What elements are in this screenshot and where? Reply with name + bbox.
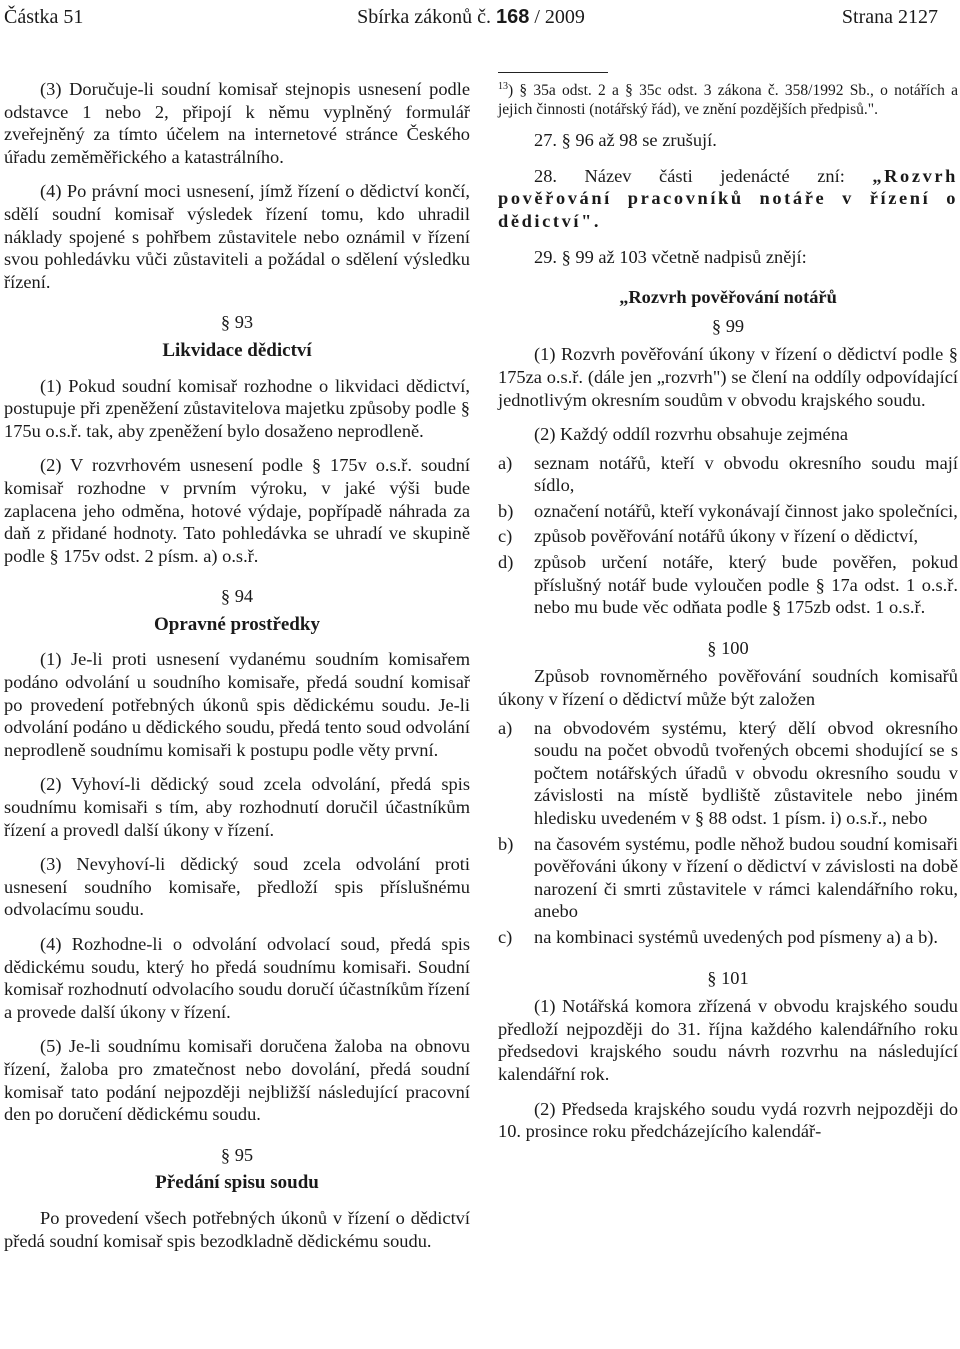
- section-93-paragraph-1: (1) Pokud soudní komisař rozhodne o likvidaci dědictví, postupuje při zpeněžení zůstavitelova majetku způsoby podle § 175u o.s.ř. tak, aby zpeněžení bylo dosaženo neprodleně.: [4, 375, 470, 441]
- paragraph-4: (4) Po právní moci usnesení, jímž řízení o dědictví končí, sdělí soudní komisař výsledek řízení tomu, kdo uhradil náklady spojené s pohřbem zůstavitele nebo oznámil v řízení svou pohledávku vůči zůstaviteli a požádal o sdělení výsledku řízení.: [4, 181, 470, 292]
- footnote-text: ) § 35a odst. 2 a § 35c odst. 3 zákona č. 358/1992 Sb., o notářích a jejich činnosti (notářský řád), ve znění pozdějších předpisů.".: [498, 82, 958, 119]
- section-94-paragraph-4: (4) Rozhodne-li o odvolání odvolací soud, předá spis dědickému soudu, který ho předá soudnímu komisaři. Soudní komisař rozhodnutí odvolacího soudu doručí účastníkům řízení a provede další úkony v řízení.: [4, 934, 470, 1022]
- page-header: [4, 2, 938, 32]
- header-collection-suffix: / 2009: [534, 5, 585, 28]
- section-94-paragraph-1: (1) Je-li proti usnesení vydanému soudním komisařem podáno odvolání u soudního komisaře, předá soudní komisař po provedení potřebných úkonů spis dědickému soudu. Je-li odvolání podáno u dědického soudu, předá tento soud odvolání neprodleně soudnímu komisaři k postupu podle věty první.: [4, 649, 470, 760]
- section-94-paragraph-2: (2) Vyhoví-li dědický soud zcela odvolání, předá spis soudnímu komisaři s tím, aby rozhodnutí doručil účastníkům řízení a provedl další úkony v řízení.: [4, 774, 470, 840]
- quoted-part-title: „Rozvrh pověřování notářů: [619, 287, 837, 308]
- section-100-paragraph-1: Způsob rovnoměrného pověřování soudních komisařů úkony v řízení o dědictví může být založen: [498, 666, 958, 710]
- header-collection-number: 168: [495, 5, 530, 28]
- point-28-title: „Rozvrh pověřování pracovníků notáře v řízení o dědictví".: [498, 165, 958, 231]
- section-95-number: § 95: [220, 1144, 254, 1165]
- section-101-paragraph-1: (1) Notářská komora zřízená v obvodu krajského soudu předloží nejpozději do 31. října každého kalendářního roku předsedovi krajského soudu návrh rozvrhu na následující kalendářní rok.: [498, 996, 958, 1084]
- point-28: [498, 165, 958, 233]
- list-item: [498, 833, 958, 923]
- section-101-paragraph-2: (2) Předseda krajského soudu vydá rozvrh nejpozději do 10. prosince roku předcházejícího kalendář-: [498, 1098, 958, 1142]
- left-column: [4, 78, 470, 1264]
- section-93-title: Likvidace dědictví: [162, 339, 312, 361]
- list-item: [498, 551, 958, 619]
- footnote-mark: 13: [498, 81, 508, 92]
- header-collection-prefix: Sbírka zákonů č.: [357, 5, 491, 28]
- list-item-label: a): [498, 452, 513, 473]
- list-item-text: seznam notářů, kteří v obvodu okresního soudu mají sídlo,: [534, 452, 958, 496]
- section-93-number: § 93: [220, 312, 254, 333]
- right-column: [498, 72, 958, 1155]
- section-99-paragraph-1: (1) Rozvrh pověřování úkony v řízení o dědictví podle § 175za o.s.ř. (dále jen „rozvrh") se člení na oddíly odpovídající jednotlivým okresním soudům v obvodu krajského soudu.: [498, 344, 958, 410]
- section-93-paragraph-2: (2) V rozvrhovém usnesení podle § 175v o.s.ř. soudní komisař rozhodne v prvním výroku, v jaké výši bude zaplacena jeho odměna, hotové výdaje, popřípadě náhrada za daň z přidané hodnoty. Tato pohledávka se uhradí ve skupině podle § 175v odst. 2 písm. a) o.s.ř.: [4, 455, 470, 566]
- section-99-list: [498, 452, 958, 619]
- header-collection: [4, 6, 938, 29]
- list-item-text: na kombinaci systémů uvedených pod písmeny a) a b).: [534, 926, 938, 947]
- section-101-number: § 101: [707, 967, 749, 988]
- list-item-text: na časovém systému, podle něhož budou soudní komisaři pověřováni úkony v řízení o dědictví v závislosti na době narození či smrti zůstavitele v rámci kalendářního roku, anebo: [534, 833, 958, 922]
- section-94-paragraph-3: (3) Nevyhoví-li dědický soud zcela odvolání proti usnesení soudního komisaře, předloží spis příslušnému odvolacímu soudu.: [4, 854, 470, 920]
- list-item-label: b): [498, 833, 514, 854]
- paragraph-3: (3) Doručuje-li soudní komisař stejnopis usnesení podle odstavce 1 nebo 2, připojí k němu vyplněný formulář zveřejněný za tímto účelem na internetové stránce Českého úřadu zeměměřického a katastrálního.: [4, 79, 470, 167]
- list-item-label: c): [498, 926, 513, 947]
- list-item-text: na obvodovém systému, který dělí obvod okresního soudu na počet obvodů tvořených obcemi shodující se s počtem notářských úřadů v obvodu okresního soudu v závislosti na místě bydliště zůstavitele nebo jiném hledisku uvedeném v § 88 odst. 1 písm. i) o.s.ř., nebo: [534, 717, 958, 828]
- section-95-paragraph-1: Po provedení všech potřebných úkonů v řízení o dědictví předá soudní komisař spis bezodkladně dědickému soudu.: [4, 1207, 470, 1251]
- footnote-rule: [498, 72, 608, 73]
- section-94-number: § 94: [220, 586, 254, 607]
- header-page-number: Strana 2127: [841, 5, 938, 28]
- point-27: 27. § 96 až 98 se zrušují.: [534, 130, 717, 151]
- list-item: [498, 525, 958, 548]
- section-100-list: [498, 717, 958, 949]
- point-28-intro: 28. Název části jedenácté zní:: [534, 165, 845, 186]
- section-94-paragraph-5: (5) Je-li soudnímu komisaři doručena žaloba na obnovu řízení, žaloba pro zmatečnost nebo dovolání, předá soudní komisař tato podání nejpozději nejbližší následující pracovní den po doručení dědickému soudu.: [4, 1036, 470, 1125]
- section-99-paragraph-2: (2) Každý oddíl rozvrhu obsahuje zejména: [534, 424, 849, 445]
- header-part-number: Částka 51: [4, 5, 84, 28]
- list-item-text: způsob určení notáře, který bude pověřen, pokud příslušný notář bude vyloučen podle § 17a odst. 1 o.s.ř. nebo mu bude věc odňata podle § 175zb odst. 1 o.s.ř.: [534, 552, 958, 618]
- section-94-title: Opravné prostředky: [154, 613, 320, 635]
- section-100-number: § 100: [707, 637, 749, 658]
- point-29: 29. § 99 až 103 včetně nadpisů znějí:: [534, 246, 807, 267]
- list-item: [498, 926, 958, 949]
- list-item: [498, 452, 958, 497]
- list-item-label: c): [498, 526, 513, 547]
- section-95-title: Předání spisu soudu: [155, 1172, 319, 1194]
- section-99-number: § 99: [711, 315, 745, 336]
- list-item-label: a): [498, 717, 513, 738]
- footnote: [498, 77, 958, 119]
- list-item-text: označení notářů, kteří vykonávají činnost jako společníci,: [534, 500, 958, 521]
- list-item-text: způsob pověřování notářů úkony v řízení o dědictví,: [534, 526, 919, 547]
- list-item: [498, 500, 958, 523]
- list-item-label: b): [498, 500, 514, 521]
- list-item: [498, 717, 958, 830]
- list-item-label: d): [498, 552, 514, 573]
